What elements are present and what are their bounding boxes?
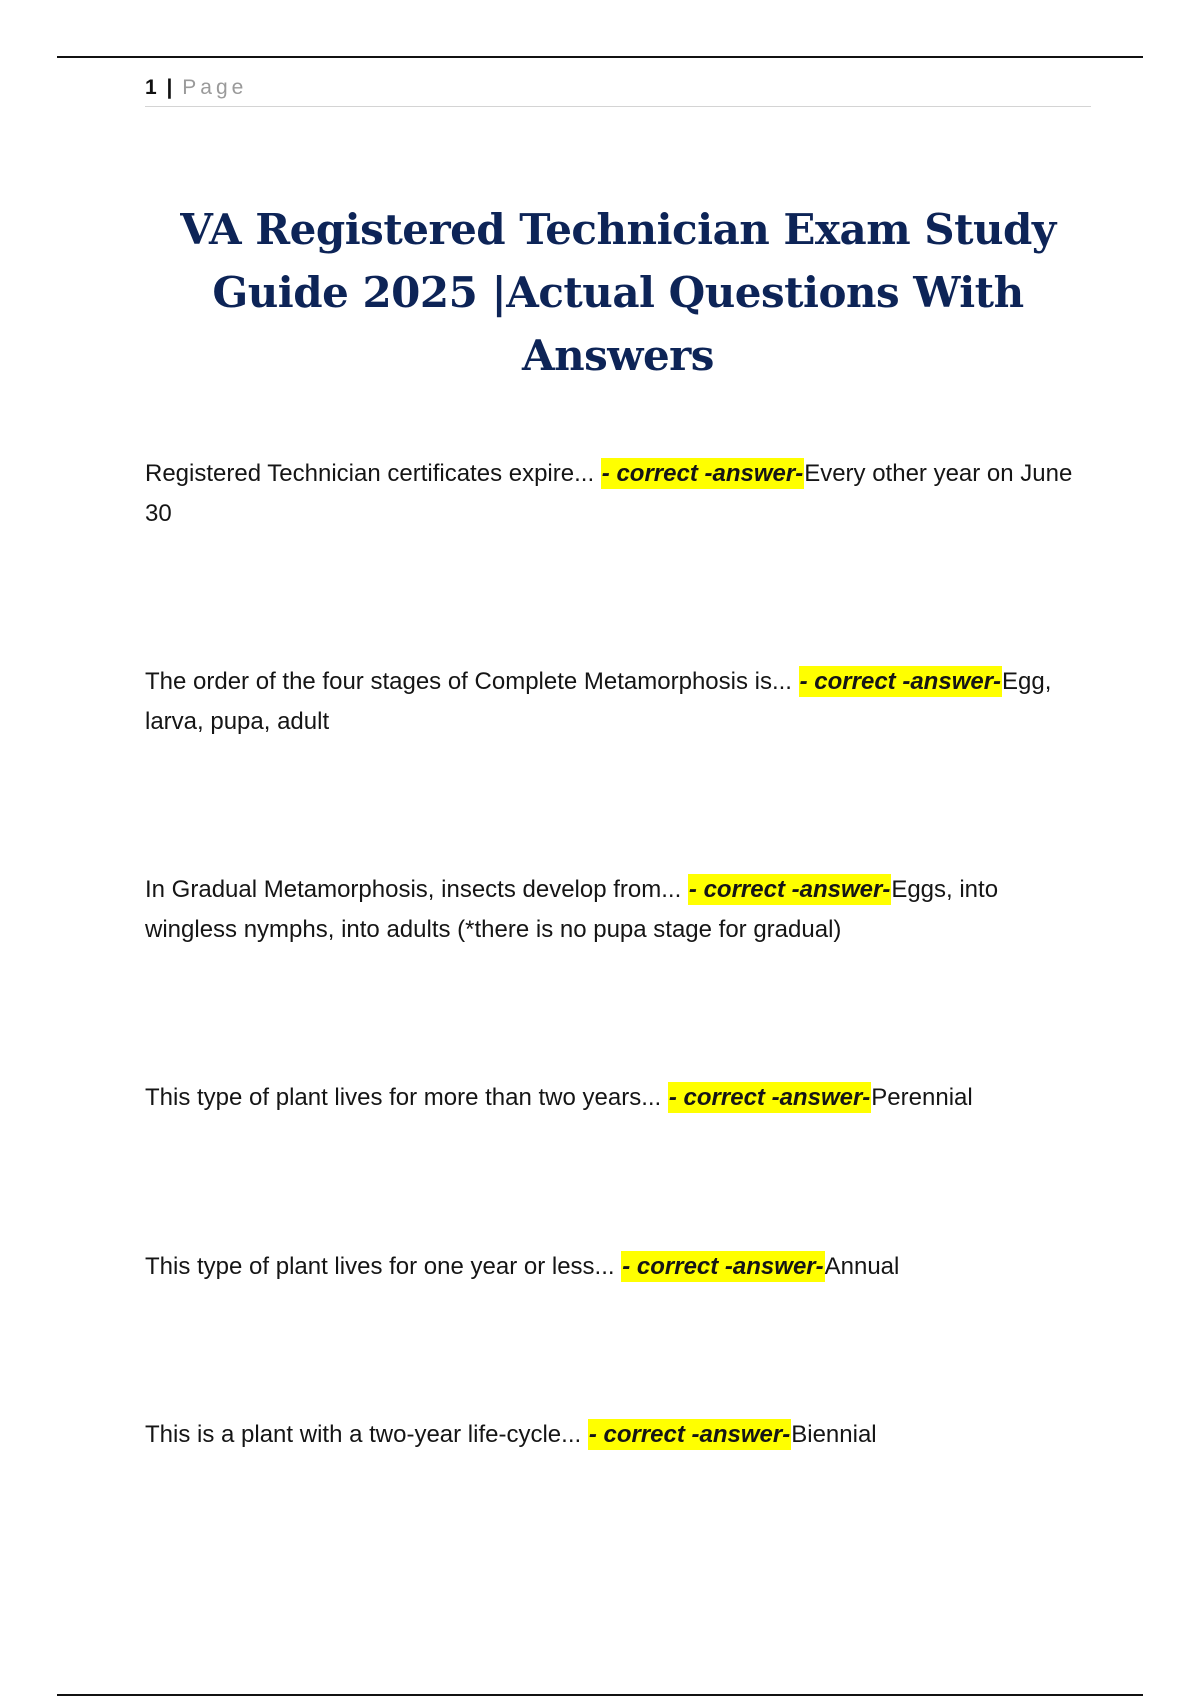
qa-item [145,454,1085,534]
qa-question: The order of the four stages of Complete Metamorphosis is... [145,668,799,695]
qa-answer: Every other year on June 30 [145,460,1073,527]
page-header-separator: | [166,76,173,99]
qa-item [145,1247,1085,1287]
qa-item [145,662,1085,742]
correct-answer-tag: - correct -answer- [588,1421,791,1448]
qa-answer: Annual [824,1253,900,1280]
qa-answer: Perennial [871,1084,973,1111]
correct-answer-tag: - correct -answer- [622,1253,824,1280]
page-number: 1 [145,76,157,99]
qa-item [145,870,1085,950]
qa-answer: Biennial [791,1421,877,1448]
page-bottom-rule [57,1694,1143,1696]
qa-item [145,1078,1085,1118]
qa-question: In Gradual Metamorphosis, insects develop from... [145,876,688,903]
qa-answer: Egg, larva, pupa, adult [145,668,1052,735]
qa-question: Registered Technician certificates expire... [145,460,601,487]
page-top-rule [57,56,1143,58]
correct-answer-tag: - correct -answer- [688,876,891,903]
qa-question: This is a plant with a two-year life-cycle... [145,1421,588,1448]
qa-item [145,1415,1085,1455]
page-header [145,74,1091,107]
document-title: VA Registered Technician Exam Study Guide 2025 |Actual Questions With Answers [180,205,1056,380]
qa-question: This type of plant lives for one year or less... [145,1253,622,1280]
correct-answer-tag: - correct -answer- [668,1084,871,1111]
qa-question: This type of plant lives for more than two years... [145,1084,668,1111]
correct-answer-tag: - correct -answer- [799,668,1002,695]
correct-answer-tag: - correct -answer- [601,460,804,487]
page-label: Page [182,76,248,99]
qa-answer: Eggs, into wingless nymphs, into adults (*there is no pupa stage for gradual) [145,876,999,943]
